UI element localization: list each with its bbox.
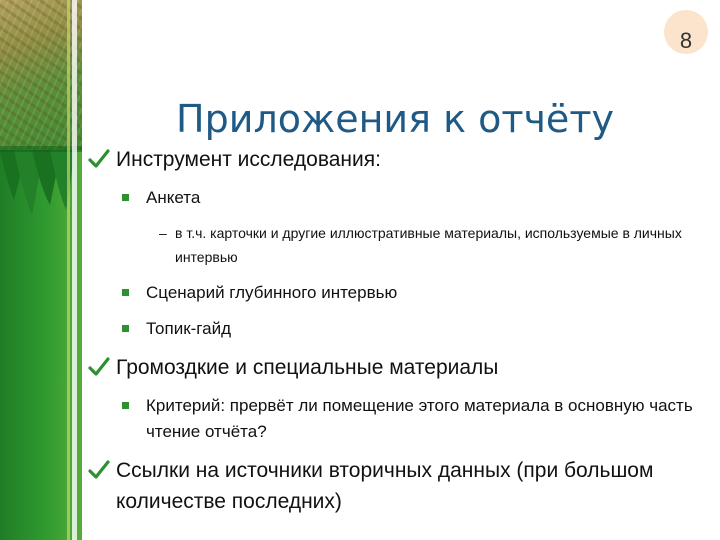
square-bullet-icon <box>122 325 129 332</box>
page-number: 8 <box>679 28 693 53</box>
bullet-level2 <box>86 393 706 445</box>
bullet-level1 <box>86 144 706 175</box>
dash-bullet: – <box>159 225 167 241</box>
square-bullet-icon <box>122 402 129 409</box>
bullet-level1 <box>86 455 706 517</box>
slide-body <box>86 144 706 527</box>
bullet-text: Сценарий глубинного интервью <box>146 283 398 302</box>
bullet-text: в т.ч. карточки и другие иллюстративные материалы, используемые в личных интервью <box>175 225 682 265</box>
bullet-level3 <box>86 221 706 269</box>
checkmark-icon <box>88 149 110 169</box>
bullet-text: Инструмент исследования: <box>116 148 381 171</box>
bullet-text: Ссылки на источники вторичных данных (при большом количестве последних) <box>116 459 654 513</box>
checkmark-icon <box>88 460 110 480</box>
checkmark-icon <box>88 357 110 377</box>
bullet-level2 <box>86 280 706 306</box>
bullet-level1 <box>86 352 706 383</box>
square-bullet-icon <box>122 289 129 296</box>
bullet-text: Громоздкие и специальные материалы <box>116 356 499 379</box>
bullet-level2 <box>86 316 706 342</box>
light-stripe <box>67 0 70 540</box>
bullet-text: Критерий: прервёт ли помещение этого материала в основную часть чтение отчёта? <box>146 396 693 441</box>
square-bullet-icon <box>122 194 129 201</box>
decorative-side-band <box>0 0 82 540</box>
bullet-text: Топик-гайд <box>146 319 232 338</box>
bullet-text: Анкета <box>146 188 201 207</box>
white-stripe <box>72 0 77 540</box>
bullet-level2 <box>86 185 706 211</box>
slide-title: Приложения к отчёту <box>176 97 614 142</box>
